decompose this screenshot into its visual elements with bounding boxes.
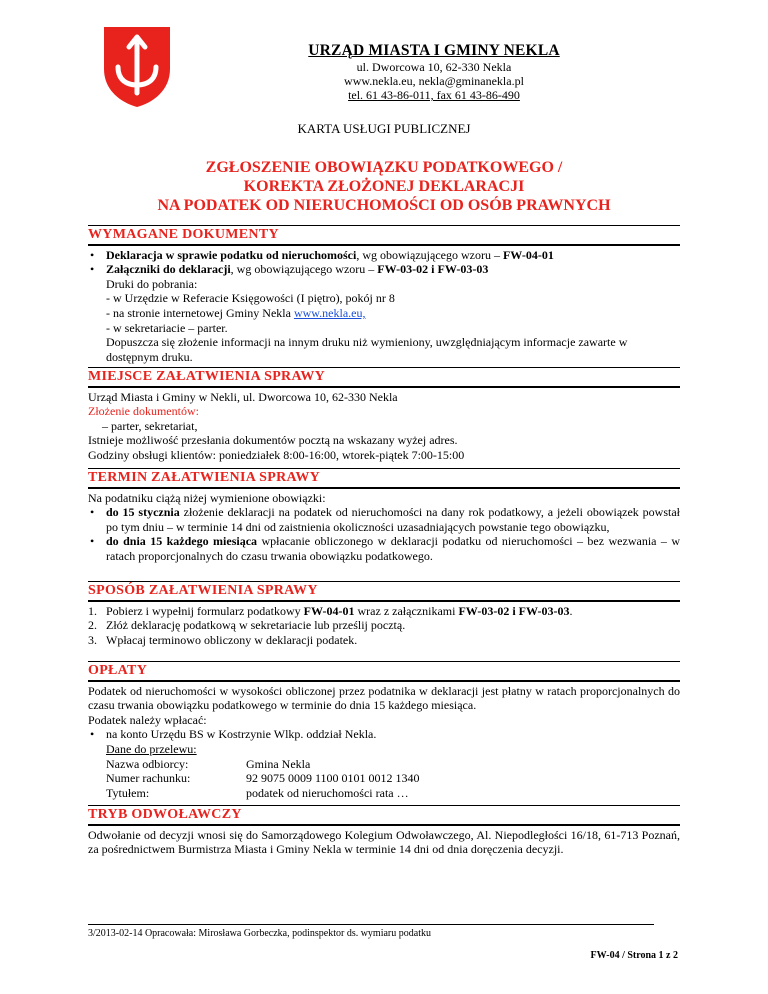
office-phone: tel. 61 43-86-011, fax 61 43-86-490 <box>348 88 520 102</box>
list-item: • Załączniki do deklaracji, wg obowiązującego wzoru – FW-03-02 i FW-03-03 <box>88 262 680 277</box>
office-name: URZĄD MIASTA I GMINY NEKLA <box>308 42 560 59</box>
footer-divider <box>88 924 654 925</box>
title-line-1: ZGŁOSZENIE OBOWIĄZKU PODATKOWEGO / <box>205 159 563 176</box>
list-item: • na konto Urzędu BS w Kostrzynie Wlkp. oddział Nekla. <box>88 727 680 742</box>
card-title: KARTA USŁUGI PUBLICZNEJ <box>297 121 471 136</box>
section-method <box>88 584 680 647</box>
submission-location: – parter, sekretariat, <box>102 418 198 433</box>
obligations-intro: Na podatniku ciążą niżej wymienione obowiązki: <box>88 490 326 505</box>
other-form-note: Dopuszcza się złożenie informacji na innym druku niż wymieniony, uwzględniającym informacje zawarte w dostępnym druku. <box>106 335 628 364</box>
transfer-row-value: podatek od nieruchomości rata … <box>246 785 409 800</box>
downloads-secretariat: - w sekretariacie – parter. <box>106 320 228 335</box>
office-hours: Godziny obsługi klientów: poniedziałek 8:00-16:00, wtorek-piątek 7:00-15:00 <box>88 447 465 462</box>
page-number: FW-04 / Strona 1 z 2 <box>590 950 678 961</box>
section-place <box>88 370 680 463</box>
office-address: ul. Dworcowa 10, 62-330 Nekla <box>356 60 512 74</box>
transfer-row-label: Numer rachunku: <box>106 771 191 786</box>
transfer-label: Dane do przelewu: <box>106 741 197 756</box>
transfer-table <box>106 757 680 801</box>
footer-note: 3/2013-02-14 Opracowała: Mirosława Gorbeczka, podinspektor ds. wymiaru podatku <box>88 928 431 939</box>
transfer-row-value: Gmina Nekla <box>246 756 311 771</box>
place-address: Urząd Miasta i Gminy w Nekli, ul. Dworcowa 10, 62-330 Nekla <box>88 389 398 404</box>
mail-note: Istnieje możliwość przesłania dokumentów pocztą na wskazany wyżej adres. <box>88 433 458 448</box>
section-heading: OPŁATY <box>88 664 680 682</box>
section-heading: TRYB ODWOŁAWCZY <box>88 808 680 826</box>
coat-of-arms-icon <box>100 23 174 109</box>
title-line-3: NA PODATEK OD NIERUCHOMOŚCI OD OSÓB PRAWNYCH <box>157 197 611 214</box>
section-required-documents <box>88 228 680 364</box>
section-heading: SPOSÓB ZAŁATWIENIA SPRAWY <box>88 584 680 602</box>
section-heading: MIEJSCE ZAŁATWIENIA SPRAWY <box>88 370 680 388</box>
appeal-text: Odwołanie od decyzji wnosi się do Samorządowego Kolegium Odwoławczego, Al. Niepodległości 16/18, 61-713 Poznań, za pośrednictwem Burmistrza Miasta i Gminy Nekla w terminie 14 dni od dnia doręczenia decyzji. <box>88 827 680 857</box>
submission-label: Złożenie dokumentów: <box>88 404 199 419</box>
list-item: • do dnia 15 każdego miesiąca wpłacanie obliczonego w deklaracji podatku od nieruchomości – bez wezwania – w ratach proporcjonalnych do czasu trwania obowiązku podatkowego. <box>88 534 680 563</box>
transfer-details <box>88 742 680 800</box>
downloads-website: - na stronie internetowej Gminy Nekla www.nekla.eu, <box>106 305 366 320</box>
section-heading: TERMIN ZAŁATWIENIA SPRAWY <box>88 471 680 489</box>
list-item: • do 15 stycznia złożenie deklaracji na podatek od nieruchomości na dany rok podatkowy, a jeżeli obowiązek powstał po tym dniu – w terminie 14 dni od zaistnienia okoliczności uzasadniających powstanie tego obowiązku, <box>88 505 680 534</box>
downloads-office: - w Urzędzie w Referacie Księgowości (I piętro), pokój nr 8 <box>106 291 395 306</box>
transfer-row-label: Tytułem: <box>106 785 150 800</box>
step-item: 2. Złóż deklarację podatkową w sekretariacie lub prześlij pocztą. <box>88 618 406 633</box>
list-item: • Deklaracja w sprawie podatku od nieruchomości, wg obowiązującego wzoru – FW-04-01 <box>88 248 680 263</box>
section-deadline <box>88 471 680 564</box>
section-heading: WYMAGANE DOKUMENTY <box>88 228 680 246</box>
pay-intro: Podatek należy wpłacać: <box>88 712 207 727</box>
office-header <box>180 42 688 102</box>
transfer-row-label: Nazwa odbiorcy: <box>106 756 189 771</box>
title-line-2: KOREKTA ZŁOŻONEJ DEKLARACJI <box>243 178 525 195</box>
website-link[interactable]: www.nekla.eu, <box>293 305 366 320</box>
step-item: 1. Pobierz i wypełnij formularz podatkowy FW-04-01 wraz z załącznikami FW-03-02 i FW-03-03. <box>88 603 573 618</box>
section-fees <box>88 664 680 800</box>
step-item: 3. Wpłacaj terminowo obliczony w deklaracji podatek. <box>88 632 358 647</box>
section-appeal <box>88 808 680 857</box>
fees-paragraph: Podatek od nieruchomości w wysokości obliczonej przez podatnika w deklaracji jest płatny w ratach proporcjonalnych do czasu trwania obowiązku podatkowego w terminie do dnia 15 każdego miesiąca. <box>88 683 680 713</box>
office-web-email: www.nekla.eu, nekla@gminanekla.pl <box>344 74 524 88</box>
downloads-label: Druki do pobrania: <box>106 276 198 291</box>
transfer-row-value: 92 9075 0009 1100 0101 0012 1340 <box>246 771 420 786</box>
document-title <box>60 158 708 215</box>
